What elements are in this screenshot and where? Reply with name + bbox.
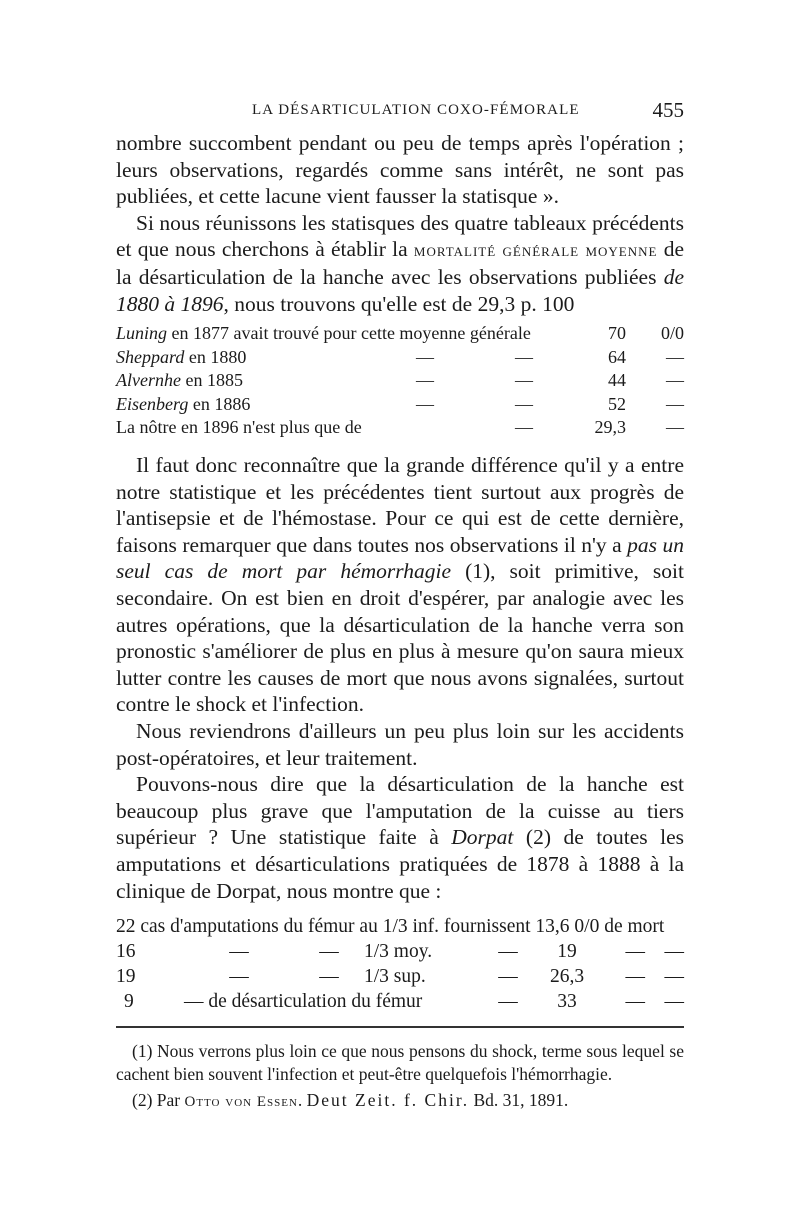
ditto-mark: — bbox=[229, 966, 249, 987]
ditto-mark: — bbox=[319, 941, 339, 962]
mortality-value: 29,3 bbox=[594, 417, 626, 437]
author-name: Alvernhe bbox=[116, 370, 181, 390]
paragraph-2-part-b: de la désarticulation de la hanche avec les observations publiées bbox=[116, 237, 684, 289]
table-row bbox=[116, 989, 684, 1014]
row-text: — de désarticulation du fémur bbox=[184, 991, 423, 1012]
paragraph-3 bbox=[116, 452, 684, 718]
table-row bbox=[116, 416, 684, 440]
paragraph-5 bbox=[116, 771, 684, 904]
ditto-mark: — bbox=[416, 393, 434, 414]
page-number: 455 bbox=[652, 98, 684, 122]
footnote-2-author: Otto von Essen bbox=[184, 1094, 298, 1110]
ditto-mark: — bbox=[515, 417, 533, 437]
ditto-mark: — bbox=[664, 941, 684, 962]
amputation-table bbox=[116, 914, 684, 1014]
ditto-mark: — bbox=[625, 966, 645, 987]
footnote-1: (1) Nous verrons plus loin ce que nous pensons du shock, terme sous lequel se cachent bien souvent l'infection et peut-être quelquefois l'hémorrhagie. bbox=[116, 1041, 684, 1084]
author-name: Eisenberg bbox=[116, 393, 189, 414]
table-row bbox=[116, 939, 684, 964]
footnote-2-journal: Deut Zeit. f. Chir. bbox=[306, 1090, 470, 1110]
table-row bbox=[116, 369, 684, 393]
mortality-table bbox=[116, 322, 684, 440]
author-name: Sheppard bbox=[116, 346, 185, 367]
mortality-value: 26,3 bbox=[549, 966, 585, 987]
mortality-value: 19 bbox=[557, 941, 577, 962]
ditto-mark: — bbox=[666, 346, 684, 367]
ditto-mark: — bbox=[515, 370, 533, 390]
ditto-mark: — bbox=[664, 966, 684, 987]
ditto-mark: — bbox=[664, 991, 684, 1012]
table-row bbox=[116, 322, 684, 346]
ditto-mark: — bbox=[498, 941, 518, 962]
ditto-mark: — bbox=[625, 991, 645, 1012]
ditto-mark: — bbox=[666, 370, 684, 390]
table-row bbox=[116, 393, 684, 417]
paragraph-2-part-c: , nous trouvons qu'elle est de 29,3 p. 100 bbox=[223, 291, 575, 316]
ditto-mark: — bbox=[416, 346, 434, 367]
paragraph-3-part-a: Il faut donc reconnaître que la grande différence qu'il y a entre notre statistique et les précédentes tient surtout aux progrès de l'antisepsie et de l'hémostase. Pour ce qui est de cette dernière, faisons remarquer que dans toutes nos observations il n'y a bbox=[116, 453, 684, 557]
ditto-mark: — bbox=[666, 393, 684, 414]
mortality-value: 44 bbox=[608, 370, 626, 390]
main-text-upper bbox=[116, 130, 684, 317]
page-header bbox=[116, 98, 684, 128]
ditto-mark: — bbox=[515, 393, 533, 414]
ditto-mark: — bbox=[229, 941, 249, 962]
ditto-mark: — bbox=[498, 966, 518, 987]
paragraph-5-part-a: Pouvons-nous dire que la désarticulation de la hanche est beaucoup plus grave que l'amputation de la cuisse au tiers supérieur ? Une statistique faite à bbox=[116, 772, 684, 850]
ditto-mark: — bbox=[515, 346, 533, 367]
mortality-value: 33 bbox=[557, 991, 577, 1012]
ditto-mark: — bbox=[666, 417, 684, 437]
row-text: en 1886 bbox=[188, 393, 251, 414]
running-title: LA DÉSARTICULATION COXO-FÉMORALE bbox=[252, 102, 580, 118]
ditto-mark: — bbox=[625, 941, 645, 962]
footnote-2 bbox=[116, 1089, 684, 1114]
case-count: 16 bbox=[116, 941, 136, 962]
footnote-divider bbox=[116, 1026, 684, 1028]
footnote-2-part-a: (2) Par bbox=[132, 1090, 185, 1110]
ditto-mark: — bbox=[319, 966, 339, 987]
case-count: 19 bbox=[116, 966, 136, 987]
ditto-mark: — bbox=[498, 991, 518, 1012]
paragraph-2-small-caps: mortalité générale moyenne bbox=[413, 240, 658, 261]
row-text: La nôtre en 1896 n'est plus que de bbox=[116, 417, 362, 437]
paragraph-4: Nous reviendrons d'ailleurs un peu plus loin sur les accidents post-opératoires, et leur traitement. bbox=[116, 718, 684, 770]
paragraph-2-italic: de 1880 à 1896 bbox=[116, 264, 684, 316]
row-text: en 1877 avait trouvé pour cette moyenne générale bbox=[167, 323, 531, 343]
mortality-unit: 0/0 bbox=[660, 323, 684, 343]
paragraph-5-part-b: (2) de toutes les amputations et désarticulations pratiquées de 1878 à 1888 à la clinique de Dorpat, nous montre que : bbox=[116, 825, 685, 903]
paragraph-5-italic: Dorpat bbox=[451, 825, 514, 850]
row-text: en 1885 bbox=[180, 370, 243, 390]
footnote-2-part-b: . bbox=[297, 1090, 307, 1110]
case-count: 9 bbox=[124, 991, 134, 1012]
table-row bbox=[116, 964, 684, 989]
table-row bbox=[116, 346, 684, 370]
footnote-2-part-c: Bd. 31, 1891. bbox=[469, 1090, 569, 1110]
footnotes bbox=[116, 1040, 684, 1114]
mortality-value: 52 bbox=[608, 393, 626, 414]
paragraph-2-part-a: Si nous réunissons les statisques des quatre tableaux précédents et que nous cherchons à établir la bbox=[116, 210, 684, 262]
main-text-lower bbox=[116, 452, 684, 904]
mortality-value: 70 bbox=[608, 323, 626, 343]
femur-level: 1/3 moy. bbox=[364, 941, 433, 962]
author-name: Luning bbox=[116, 323, 168, 343]
mortality-value: 64 bbox=[608, 346, 626, 367]
paragraph-3-italic: pas un seul cas de mort par hémorrhagie bbox=[116, 532, 684, 584]
row-text: en 1880 bbox=[184, 346, 247, 367]
paragraph-2 bbox=[116, 210, 684, 317]
table-row bbox=[116, 914, 684, 939]
row-text: 22 cas d'amputations du fémur au 1/3 inf. fournissent 13,6 0/0 de mort bbox=[116, 916, 665, 937]
ditto-mark: — bbox=[416, 370, 434, 390]
paragraph-3-part-b: (1), soit primitive, soit secondaire. On est bien en droit d'espérer, par analogie avec les autres opérations, que la désarticulation de la hanche verra son pronostic s'améliorer de plus en plus à mesure qu'on saura mieux lutter contre les causes de mort que nous avons signalées, surtout contre le shock et l'infection. bbox=[116, 559, 684, 717]
paragraph-1: nombre succombent pendant ou peu de temps après l'opération ; leurs observations, regardés comme sans intérêt, ne sont pas publiées, et cette lacune vient fausser la statisque ». bbox=[116, 131, 684, 209]
femur-level: 1/3 sup. bbox=[364, 966, 426, 987]
